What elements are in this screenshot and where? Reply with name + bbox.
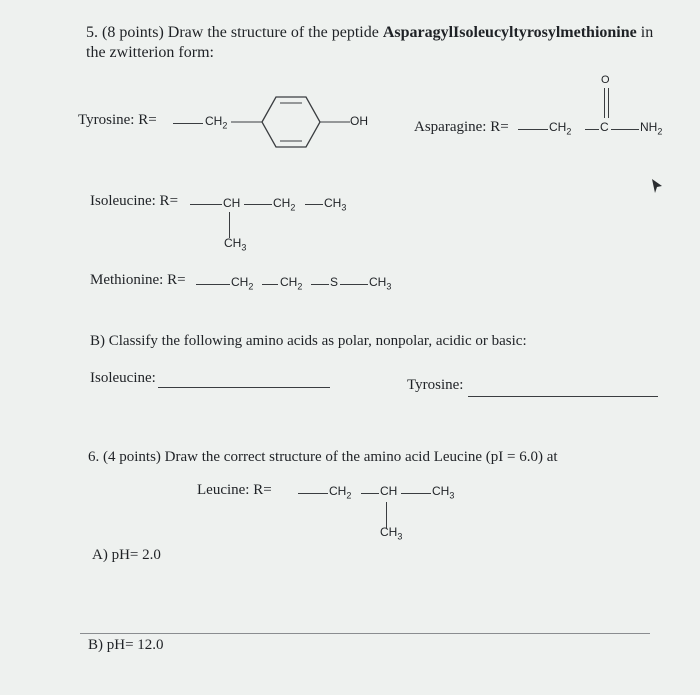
leucine-ch: CH	[380, 484, 398, 498]
isoleucine-branch-ch3: $CH_3$	[224, 236, 247, 253]
tyrosine-ch2: $CH_2$	[205, 114, 228, 131]
leucine-ch3: $CH_3$	[432, 484, 455, 501]
methionine-ch2-a: $CH_2$	[231, 275, 254, 292]
isoleucine-label: Isoleucine: R=	[90, 193, 179, 209]
leucine-bond-1	[298, 493, 328, 494]
methionine-bond-1	[196, 284, 230, 285]
isoleucine-branch-bond	[229, 212, 230, 238]
q6-heading: 6. (4 points) Draw the correct structure of the amino acid Leucine (pI = 6.0) at	[88, 449, 558, 465]
tyrosine-label: Tyrosine: R=	[78, 112, 157, 128]
leucine-branch-ch3: $CH_3$	[380, 525, 403, 542]
isoleucine-ch3: $CH_3$	[324, 196, 347, 213]
leucine-bond-2	[361, 493, 379, 494]
ph-2-label: A) pH= 2.0	[92, 547, 161, 563]
methionine-bond-4	[340, 284, 368, 285]
isoleucine-bond-3	[305, 204, 323, 205]
leucine-ch2: $CH_2$	[329, 484, 352, 501]
isoleucine-bond-1	[190, 204, 222, 205]
q5-peptide-name: AsparagylIsoleucyltyrosylmethionine	[382, 24, 637, 41]
q5-heading-line2: the zwitterion form:	[86, 44, 214, 61]
asparagine-oxygen: O	[601, 74, 610, 86]
q5-heading-suffix: in	[636, 24, 654, 41]
asparagine-ch2: $CH_2$	[549, 120, 572, 137]
methionine-bond-3	[311, 284, 329, 285]
tyrosine-answer-blank[interactable]	[468, 396, 658, 397]
isoleucine-classify-label: Isoleucine:	[90, 370, 156, 386]
isoleucine-bond-2	[244, 204, 272, 205]
asparagine-nh2: $NH_2$	[640, 120, 663, 137]
tyrosine-oh: OH	[350, 114, 368, 128]
asparagine-label: Asparagine: R=	[414, 119, 509, 135]
ph-12-label: B) pH= 12.0	[88, 637, 164, 653]
isoleucine-ch: CH	[223, 196, 241, 210]
methionine-ch2-b: $CH_2$	[280, 275, 303, 292]
leucine-bond-3	[401, 493, 431, 494]
isoleucine-ch2: $CH_2$	[273, 196, 296, 213]
section-divider	[80, 633, 650, 634]
tyrosine-classify-label: Tyrosine:	[407, 377, 464, 393]
methionine-label: Methionine: R=	[90, 272, 186, 288]
methionine-s: S	[330, 275, 339, 289]
methionine-bond-2	[262, 284, 278, 285]
methionine-ch3: $CH_3$	[369, 275, 392, 292]
q5-heading-prefix: 5. (8 points) Draw the structure of the peptide	[86, 24, 383, 41]
leucine-label: Leucine: R=	[197, 482, 272, 498]
asparagine-carbon: C	[600, 120, 609, 134]
isoleucine-answer-blank[interactable]	[158, 387, 330, 388]
part-b-heading: B) Classify the following amino acids as polar, nonpolar, acidic or basic:	[90, 333, 527, 349]
